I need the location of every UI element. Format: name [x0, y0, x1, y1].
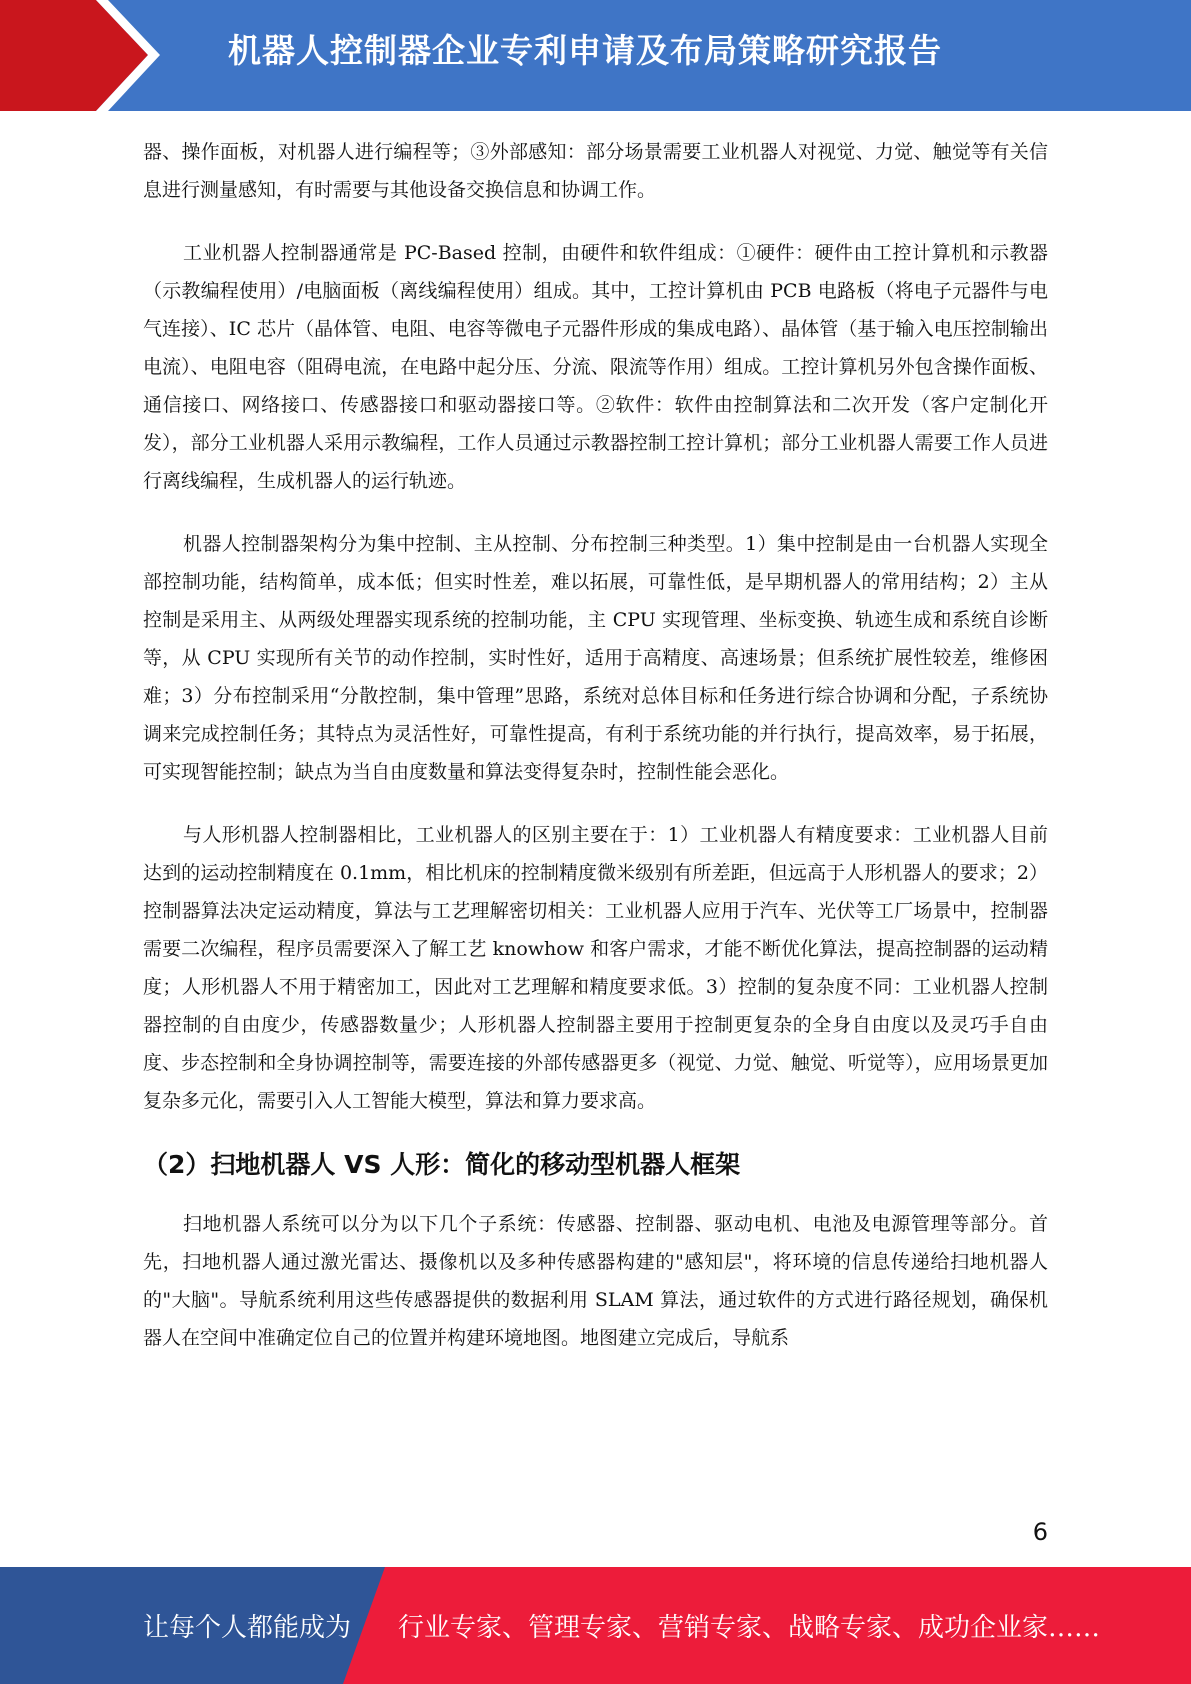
paragraph-humanoid-comparison: 与人形机器人控制器相比，工业机器人的区别主要在于：1）工业机器人有精度要求：工业机器人目前达到的运动控制精度在 0.1mm，相比机床的控制精度微米级别有所差距，但远高于人形机器人的要求；2）控制器算法决定运动精度，算法与工艺理解密切相关：工业机器人应用于汽车、光伏等工厂场景中，控制器需要二次编程，程序员需要深入了解工艺 knowhow 和客户需求，才能不断优化算法，提高控制器的运动精度；人形机器人不用于精密加工，因此对工艺理解和精度要求低。3）控制的复杂度不同：工业机器人控制器控制的自由度少，传感器数量少；人形机器人控制器主要用于控制更复杂的全身自由度以及灵巧手自由度、步态控制和全身协调控制等，需要连接的外部传感器更多（视觉、力觉、触觉、听觉等），应用场景更加复杂多元化，需要引入人工智能大模型，算法和算力要求高。 — [143, 824, 1048, 1112]
page-footer — [0, 1567, 1191, 1684]
document-body — [143, 133, 1048, 1382]
footer-slogan-left: 让每个人都能成为 — [143, 1613, 352, 1643]
section-heading: （2）扫地机器人 VS 人形：简化的移动型机器人框架 — [143, 1150, 741, 1179]
page-header — [0, 0, 1191, 111]
page-title: 机器人控制器企业专利申请及布局策略研究报告 — [228, 31, 942, 70]
paragraph-controller-hardware-software: 工业机器人控制器通常是 PC-Based 控制，由硬件和软件组成：①硬件：硬件由工控计算机和示教器（示教编程使用）/电脑面板（离线编程使用）组成。其中，工控计算机由 PCB 电路板（将电子元器件与电气连接）、IC 芯片（晶体管、电阻、电容等微电子元器件形成的集成电路）、晶体管（基于输入电压控制输出电流）、电阻电容（阻碍电流，在电路中起分压、分流、限流等作用）组成。工控计算机另外包含操作面板、通信接口、网络接口、传感器接口和驱动器接口等。②软件：软件由控制算法和二次开发（客户定制化开发），部分工业机器人采用示教编程，工作人员通过示教器控制工控计算机；部分工业机器人需要工作人员进行离线编程，生成机器人的运行轨迹。 — [143, 242, 1048, 492]
paragraph-continued: 器、操作面板，对机器人进行编程等；③外部感知：部分场景需要工业机器人对视觉、力觉、触觉等有关信息进行测量感知，有时需要与其他设备交换信息和协调工作。 — [143, 141, 1048, 201]
paragraph-sweeping-robot: 扫地机器人系统可以分为以下几个子系统：传感器、控制器、驱动电机、电池及电源管理等部分。首先，扫地机器人通过激光雷达、摄像机以及多种传感器构建的"感知层"，将环境的信息传递给扫地机器人的"大脑"。导航系统利用这些传感器提供的数据利用 SLAM 算法，通过软件的方式进行路径规划，确保机器人在空间中准确定位自己的位置并构建环境地图。地图建立完成后，导航系 — [143, 1213, 1048, 1349]
footer-slogan-right: 行业专家、管理专家、营销专家、战略专家、成功企业家…… — [398, 1613, 1101, 1643]
header-arrow-icon — [0, 0, 160, 111]
page-number: 6 — [1032, 1518, 1048, 1546]
paragraph-controller-architecture: 机器人控制器架构分为集中控制、主从控制、分布控制三种类型。1）集中控制是由一台机器人实现全部控制功能，结构简单，成本低；但实时性差，难以拓展，可靠性低，是早期机器人的常用结构；2）主从控制是采用主、从两级处理器实现系统的控制功能，主 CPU 实现管理、坐标变换、轨迹生成和系统自诊断等，从 CPU 实现所有关节的动作控制，实时性好，适用于高精度、高速场景；但系统扩展性较差，维修困难；3）分布控制采用“分散控制，集中管理”思路，系统对总体目标和任务进行综合协调和分配，子系统协调来完成控制任务；其特点为灵活性好，可靠性提高，有利于系统功能的并行执行，提高效率，易于拓展，可实现智能控制；缺点为当自由度数量和算法变得复杂时，控制性能会恶化。 — [143, 533, 1048, 783]
